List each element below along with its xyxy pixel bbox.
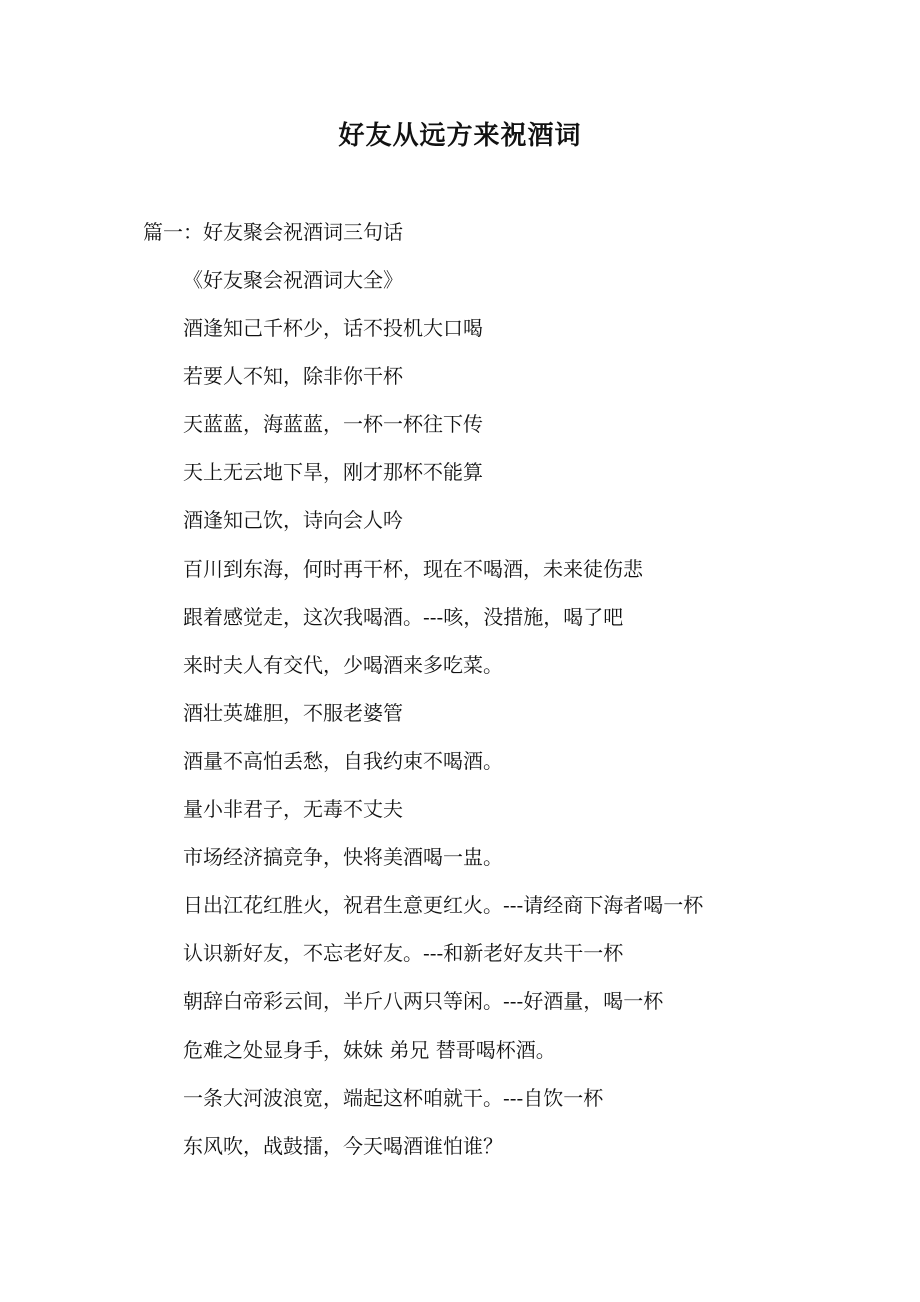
text-line: 量小非君子，无毒不丈夫 — [183, 797, 403, 822]
text-line: 市场经济搞竞争，快将美酒喝一盅。 — [183, 845, 503, 870]
text-line: 酒量不高怕丢愁，自我约束不喝酒。 — [183, 748, 503, 773]
text-line: 酒壮英雄胆，不服老婆管 — [183, 700, 403, 725]
text-line: 天蓝蓝，海蓝蓝，一杯一杯往下传 — [183, 412, 483, 437]
section-heading: 篇一：好友聚会祝酒词三句话 — [143, 220, 403, 244]
text-line: 朝辞白帝彩云间，半斤八两只等闲。---好酒量，喝一杯 — [183, 989, 664, 1014]
text-line: 认识新好友，不忘老好友。---和新老好友共干一杯 — [183, 941, 624, 966]
text-line: 一条大河波浪宽，端起这杯咱就干。---自饮一杯 — [183, 1085, 604, 1110]
text-line: 《好友聚会祝酒词大全》 — [183, 268, 403, 292]
text-line: 危难之处显身手，妹妹 弟兄 替哥喝杯酒。 — [183, 1037, 556, 1062]
text-line: 天上无云地下旱，刚才那杯不能算 — [183, 460, 483, 485]
document-title: 好友从远方来祝酒词 — [338, 121, 582, 151]
text-line: 日出江花红胜火，祝君生意更红火。---请经商下海者喝一杯 — [183, 893, 704, 918]
text-line: 酒逢知己饮，诗向会人吟 — [183, 508, 403, 533]
text-line: 东风吹，战鼓擂，今天喝酒谁怕谁？ — [183, 1133, 503, 1158]
text-line: 百川到东海，何时再干杯，现在不喝酒，未来徒伤悲 — [183, 556, 643, 581]
text-line: 若要人不知，除非你干杯 — [183, 364, 403, 389]
body-text — [183, 262, 883, 1176]
text-line: 酒逢知己千杯少，话不投机大口喝 — [183, 316, 483, 341]
text-line: 跟着感觉走，这次我喝酒。---咳，没措施，喝了吧 — [183, 604, 624, 629]
text-line: 来时夫人有交代，少喝酒来多吃菜。 — [183, 652, 503, 677]
